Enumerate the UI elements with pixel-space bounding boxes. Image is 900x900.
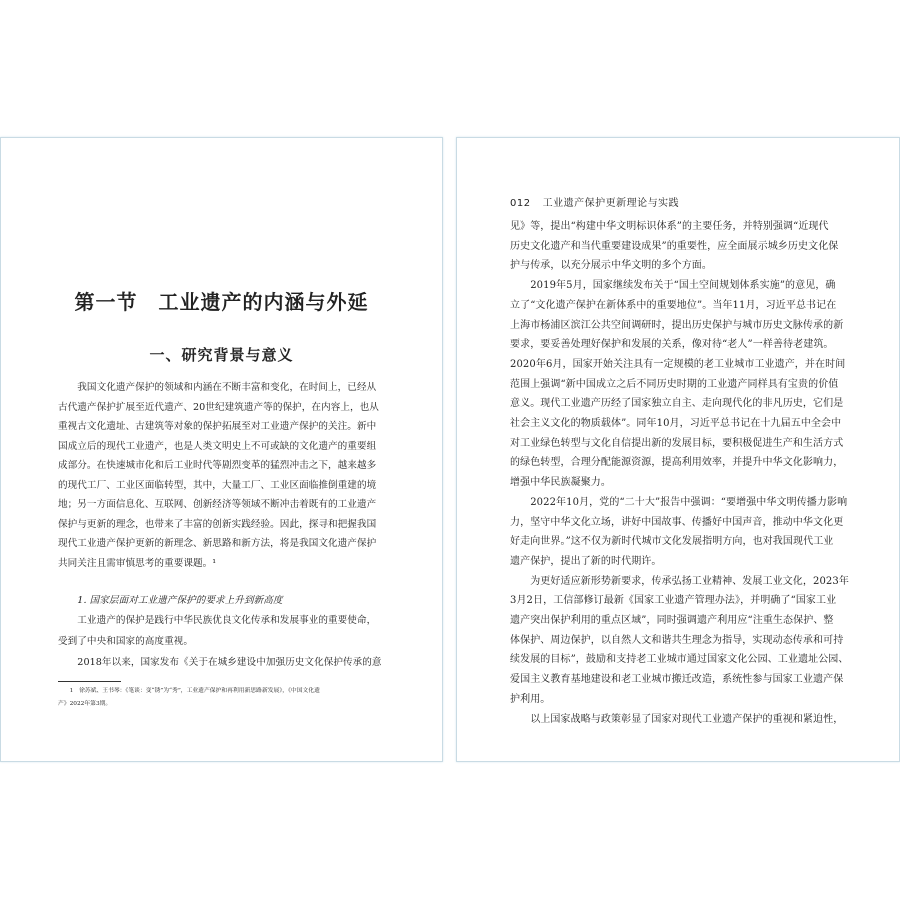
text-line: 2018年以来，国家发布《关于在城乡建设中加强历史文化保护传承的意 [58,657,382,668]
left-page [0,137,443,762]
text-line: 对工业绿色转型与文化自信提出新的发展目标，要积极促进生产和生活方式 [510,437,844,449]
text-line: 体保护、周边保护，以自然人文和谐共生理念为指导，实现动态传承和可持 [510,634,844,646]
numbered-heading: 1. 国家层面对工业遗产保护的要求上升到新高度 [58,595,283,606]
text-line: 国成立后的现代工业遗产，也是人类文明史上不可或缺的文化遗产的重要组 [58,440,377,452]
text-line: 范围上强调“新中国成立之后不同历史时期的工业遗产同样具有宝贵的价值 [510,378,839,390]
text-line: 重视古文化遗址、古建筑等对象的保护拓展至对工业遗产保护的关注。新中 [58,421,377,432]
text-line: 工业遗产的保护是践行中华民族优良文化传承和发展事业的重要使命， [58,615,377,626]
text-line: 遗产突出保护利用的重点区域”，同时强调遗产利用应“注重生态保护、整 [510,615,834,626]
text-line: 历史文化遗产和当代重要建设成果”的重要性，应全面展示城乡历史文化保 [510,240,839,252]
text-line: 好走向世界。”这不仅为新时代城市文化发展指明方向，也对我国现代工业 [510,536,834,548]
text-line: 我国文化遗产保护的领域和内涵在不断丰富和变化，在时间上，已经从 [58,382,377,393]
text-line: 社会主义文化的物质载体”。同年10月，习近平总书记在十九届五中全会中 [510,418,842,429]
subsection-title: 一、研究背景与意义 [149,346,294,364]
text-line: 力，坚守中华文化立场，讲好中国故事、传播好中国声音，推动中华文化更 [510,516,844,528]
running-header [510,194,691,209]
text-line: 的绿色转型，合理分配能源资源，提高利用效率，并提升中华文化影响力， [510,457,844,469]
text-line: 地；另一方面信息化、互联网、创新经济等领域不断冲击着既有的工业遗产 [58,499,377,510]
text-line: 爱国主义教育基地建设和老工业城市搬迁改造，系统性参与国家工业遗产保 [510,674,844,686]
section-title: 第一节 工业遗产的内涵与外延 [74,290,369,314]
footnote-line: 1 徐苏斌、王书琴：《笔谈：变“锈”为“秀”，工业遗产保护和再利用新思路新发展》，《中国文化遗 [58,688,320,694]
right-page [456,137,900,762]
text-line: 3月2日，工信部修订最新《国家工业遗产管理办法》，并明确了“国家工业 [510,595,837,607]
text-line: 遗产保护，提出了新的时代期许。 [510,555,662,567]
text-line: 的现代工厂、工业区面临转型，其中，大量工厂、工业区面临推倒重建的境 [58,479,377,491]
text-line: 为更好适应新形势新要求，传承弘扬工业精神、发展工业文化，2023年 [510,575,849,587]
running-title: 工业遗产保护更新理论与实践 [542,198,680,209]
text-line: 受到了中央和国家的高度重视。 [58,636,194,647]
text-line: 护与传承，以充分展示中华文明的多个方面。 [510,260,712,272]
text-line: 立了“文化遗产保护在新体系中的重要地位”。当年11月，习近平总书记在 [510,299,837,311]
text-line: 成部分。在快速城市化和后工业时代等剧烈变革的猛烈冲击之下，越来越多 [58,460,377,471]
footnote-divider [58,681,121,682]
text-line: 现代工业遗产保护更新的新理念、新思路和新方法，将是我国文化遗产保护 [58,538,377,549]
text-line: 共同关注且需审慎思考的重要课题。¹ [58,557,217,569]
text-line: 保护与更新的理念，也带来了丰富的创新实践经验。因此，探寻和把握我国 [58,518,377,530]
page-number: 012 [510,198,531,209]
text-line: 意义。现代工业遗产历经了国家独立自主、走向现代化的非凡历史，它们是 [510,398,844,410]
text-line: 见》等，提出“构建中华文明标识体系”的主要任务，并特别强调“近现代 [510,221,829,232]
text-line: 上海市杨浦区滨江公共空间调研时，提出历史保护与城市历史文脉传承的新 [510,319,844,331]
text-line: 2019年5月，国家继续发布关于“国土空间规划体系实施”的意见，确 [510,280,836,292]
text-line: 护利用。 [510,693,551,705]
text-line: 增强中华民族凝聚力。 [510,477,611,489]
text-line: 2022年10月，党的“二十大”报告中强调：“要增强中华文明传播力影响 [510,496,848,508]
footnote-line: 产》2022年第3期。 [58,701,112,707]
text-line: 要求，要妥善处理好保护和发展的关系，像对待“老人”一样善待老建筑。 [510,339,834,351]
text-line: 续发展的目标”，鼓励和支持老工业城市通过国家文化公园、工业遗址公园、 [510,654,849,666]
text-line: 2020年6月，国家开始关注具有一定规模的老工业城市工业遗产，并在时间 [510,358,846,370]
text-line: 古代遗产保护扩展至近代遗产、20世纪建筑遗产等的保护，在内容上，也从 [58,401,379,413]
text-line: 以上国家战略与政策彰显了国家对现代工业遗产保护的重视和紧迫性， [510,713,844,725]
